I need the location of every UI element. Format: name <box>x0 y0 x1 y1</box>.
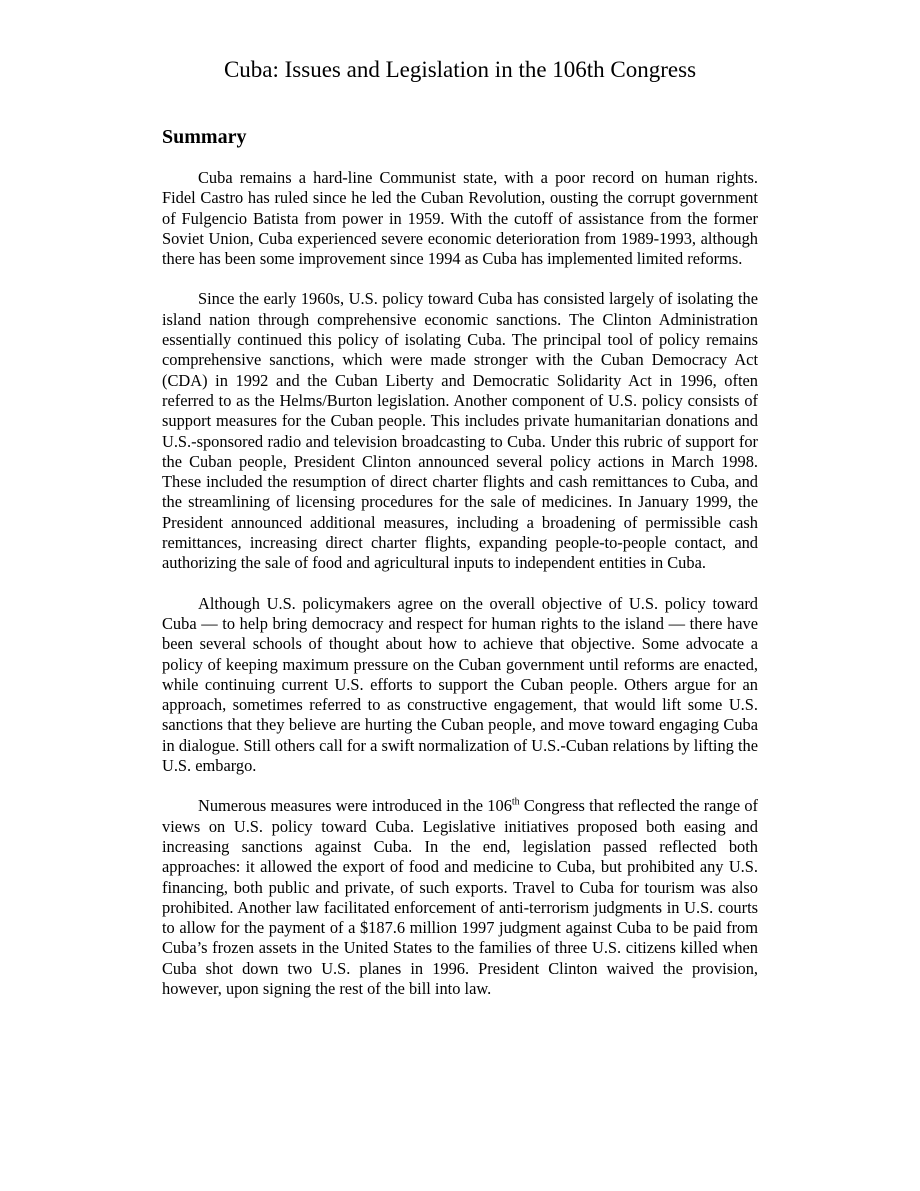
paragraph-2: Since the early 1960s, U.S. policy toward Cuba has consisted largely of isolating the island nation through comprehensive economic sanctions. The Clinton Administration essentially continued this policy of isolating Cuba. The principal tool of policy remains comprehensive sanctions, which were made stronger with the Cuban Democracy Act (CDA) in 1992 and the Cuban Liberty and Democratic Solidarity Act in 1996, often referred to as the Helms/Burton legislation. Another component of U.S. policy consists of support measures for the Cuban people. This includes private humanitarian donations and U.S.-sponsored radio and television broadcasting to Cuba. Under this rubric of support for the Cuban people, President Clinton announced several policy actions in March 1998. These included the resumption of direct charter flights and cash remittances to Cuba, and the streamlining of licensing procedures for the sale of medicines. In January 1999, the President announced additional measures, including a broadening of permissible cash remittances, increasing direct charter flights, expanding people-to-people contact, and authorizing the sale of food and agricultural inputs to independent entities in Cuba. <box>162 289 758 573</box>
paragraph-4 <box>162 796 758 999</box>
section-heading: Summary <box>162 126 247 148</box>
ordinal-suffix: th <box>511 796 520 808</box>
paragraph-1: Cuba remains a hard-line Communist state, with a poor record on human rights. Fidel Castro has ruled since he led the Cuban Revolution, ousting the corrupt government of Fulgencio Batista from power in 1959. With the cutoff of assistance from the former Soviet Union, Cuba experienced severe economic deterioration from 1989-1993, although there has been some improvement since 1994 as Cuba has implemented limited reforms. <box>162 168 758 269</box>
summary-body <box>162 168 758 1019</box>
page-title: Cuba: Issues and Legislation in the 106th Congress <box>223 57 697 82</box>
paragraph-3: Although U.S. policymakers agree on the overall objective of U.S. policy toward Cuba — to help bring democracy and respect for human rights to the island — there have been several schools of thought about how to achieve that objective. Some advocate a policy of keeping maximum pressure on the Cuban government until reforms are enacted, while continuing current U.S. efforts to support the Cuban people. Others argue for an approach, sometimes referred to as constructive engagement, that would lift some U.S. sanctions that they believe are hurting the Cuban people, and move toward engaging Cuba in dialogue. Still others call for a swift normalization of U.S.-Cuban relations by lifting the U.S. embargo. <box>162 593 758 776</box>
paragraph-4-post: Congress that reflected the range of views on U.S. policy toward Cuba. Legislative initiatives proposed both easing and increasing sanctions against Cuba. In the end, legislation passed reflected both approaches: it allowed the export of food and medicine to Cuba, but prohibited any U.S. financing, both public and private, of such exports. Travel to Cuba for tourism was also prohibited. Another law facilitated enforcement of anti-terrorism judgments in U.S. courts to allow for the payment of a $187.6 million 1997 judgment against Cuba to be paid from Cuba’s frozen assets in the United States to the families of three U.S. citizens killed when Cuba shot down two U.S. planes in 1996. President Clinton waived the provision, however, upon signing the rest of the bill into law. <box>162 796 758 998</box>
paragraph-4-pre: Numerous measures were introduced in the 106 <box>198 796 512 816</box>
